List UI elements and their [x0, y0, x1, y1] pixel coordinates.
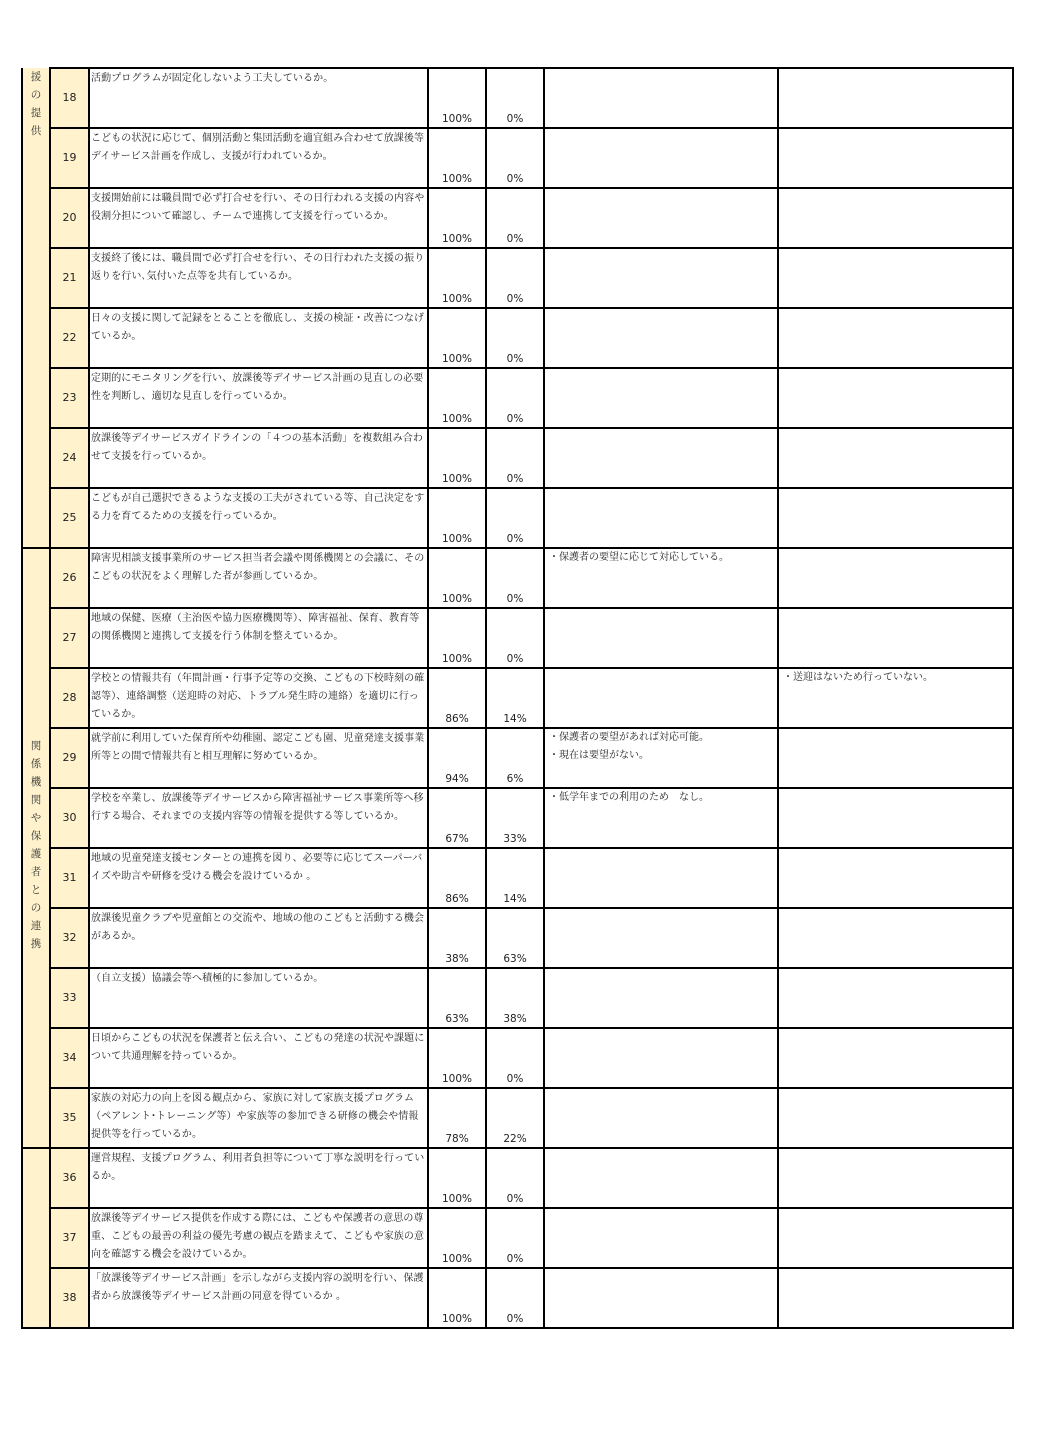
no-percentage: 63% — [486, 908, 544, 968]
yes-percentage: 100% — [428, 428, 486, 488]
no-percentage: 0% — [486, 248, 544, 308]
table-row — [22, 368, 1013, 428]
table-row — [22, 1028, 1013, 1088]
staff-comment-cell — [544, 1208, 778, 1268]
staff-comment-cell — [544, 128, 778, 188]
item-number: 19 — [50, 128, 89, 188]
improvement-comment-cell — [778, 668, 1013, 728]
question-text: 日々の支援に関して記録をとることを徹底し、支援の検証・改善につなげているか。 — [89, 308, 428, 368]
staff-comment-cell — [544, 548, 778, 608]
yes-percentage: 100% — [428, 608, 486, 668]
category-char: と — [30, 884, 42, 896]
improvement-comment-cell — [778, 908, 1013, 968]
category-char: 連 — [30, 920, 42, 932]
question-text: こどもの状況に応じて、個別活動と集団活動を適宜組み合わせて放課後等デイサービス計画を作成し、支援が行われているか。 — [89, 128, 428, 188]
no-percentage: 14% — [486, 848, 544, 908]
staff-comment-cell — [544, 68, 778, 128]
yes-percentage: 100% — [428, 248, 486, 308]
no-percentage: 6% — [486, 728, 544, 788]
category-label — [23, 68, 49, 140]
category-char: 保 — [30, 830, 42, 842]
table-row — [22, 308, 1013, 368]
category-char: 護 — [30, 848, 42, 860]
no-percentage: 0% — [486, 1028, 544, 1088]
question-text: 「放課後等デイサービス計画」を示しながら支援内容の説明を行い、保護者から放課後等デイサービス計画の同意を得ているか 。 — [89, 1268, 428, 1328]
yes-percentage: 100% — [428, 488, 486, 548]
item-number: 35 — [50, 1088, 89, 1148]
yes-percentage: 86% — [428, 668, 486, 728]
no-percentage: 0% — [486, 548, 544, 608]
yes-percentage: 100% — [428, 368, 486, 428]
staff-comment-cell — [544, 788, 778, 848]
question-text: 放課後等デイサービス提供を作成する際には、こどもや保護者の意思の尊重、こどもの最善の利益の優先考慮の観点を踏まえて、こどもや家族の意向を確認する機会を設けているか。 — [89, 1208, 428, 1268]
improvement-comment-cell — [778, 188, 1013, 248]
category-char: 援 — [30, 71, 42, 83]
improvement-comment-cell — [778, 728, 1013, 788]
yes-percentage: 100% — [428, 1208, 486, 1268]
item-number: 36 — [50, 1148, 89, 1208]
improvement-comment-cell — [778, 248, 1013, 308]
improvement-comment-cell — [778, 128, 1013, 188]
no-percentage: 0% — [486, 308, 544, 368]
no-percentage: 0% — [486, 488, 544, 548]
yes-percentage: 38% — [428, 908, 486, 968]
table-row — [22, 248, 1013, 308]
question-text: 学校を卒業し、放課後等デイサービスから障害福祉サービス事業所等へ移行する場合、それまでの支援内容等の情報を提供する等しているか。 — [89, 788, 428, 848]
improvement-comment-cell — [778, 968, 1013, 1028]
table-row — [22, 68, 1013, 128]
question-text: 支援開始前には職員間で必ず打合せを行い、その日行われる支援の内容や役割分担について確認し、チームで連携して支援を行っているか。 — [89, 188, 428, 248]
question-text: 活動プログラムが固定化しないよう工夫しているか。 — [89, 68, 428, 128]
question-text: 放課後等デイサービスガイドラインの「４つの基本活動」を複数組み合わせて支援を行っているか。 — [89, 428, 428, 488]
item-number: 28 — [50, 668, 89, 728]
improvement-comment-cell — [778, 428, 1013, 488]
table-row — [22, 548, 1013, 608]
comment-line: ・現在は要望がない。 — [549, 750, 649, 761]
no-percentage: 0% — [486, 368, 544, 428]
no-percentage: 0% — [486, 428, 544, 488]
item-number: 23 — [50, 368, 89, 428]
yes-percentage: 100% — [428, 548, 486, 608]
comment-line: ・送迎はないため行っていない。 — [783, 672, 933, 683]
yes-percentage: 67% — [428, 788, 486, 848]
item-number: 31 — [50, 848, 89, 908]
category-char: 係 — [30, 758, 42, 770]
category-char: や — [30, 812, 42, 824]
improvement-comment-cell — [778, 368, 1013, 428]
item-number: 27 — [50, 608, 89, 668]
no-percentage: 0% — [486, 608, 544, 668]
staff-comment-cell — [544, 248, 778, 308]
question-text: 放課後児童クラブや児童館との交流や、地域の他のこどもと活動する機会があるか。 — [89, 908, 428, 968]
table-row — [22, 1208, 1013, 1268]
category-char: 携 — [30, 938, 42, 950]
no-percentage: 22% — [486, 1088, 544, 1148]
item-number: 37 — [50, 1208, 89, 1268]
improvement-comment-cell — [778, 1208, 1013, 1268]
yes-percentage: 100% — [428, 188, 486, 248]
staff-comment-cell — [544, 908, 778, 968]
improvement-comment-cell — [778, 1148, 1013, 1208]
yes-percentage: 100% — [428, 68, 486, 128]
self-evaluation-table — [21, 67, 1014, 1329]
item-number: 22 — [50, 308, 89, 368]
category-cell — [22, 1148, 50, 1328]
question-text: 日頃からこどもの状況を保護者と伝え合い、こどもの発達の状況や課題について共通理解を持っているか。 — [89, 1028, 428, 1088]
no-percentage: 0% — [486, 1148, 544, 1208]
no-percentage: 0% — [486, 68, 544, 128]
yes-percentage: 100% — [428, 1028, 486, 1088]
category-char: 関 — [30, 740, 42, 752]
category-label — [23, 1149, 49, 1235]
staff-comment-cell — [544, 728, 778, 788]
item-number: 34 — [50, 1028, 89, 1088]
item-number: 32 — [50, 908, 89, 968]
category-char: 関 — [30, 794, 42, 806]
question-text: 定期的にモニタリングを行い、放課後等デイサービス計画の見直しの必要性を判断し、適切な見直しを行っているか。 — [89, 368, 428, 428]
item-number: 25 — [50, 488, 89, 548]
improvement-comment-cell — [778, 848, 1013, 908]
table-row — [22, 1148, 1013, 1208]
table-row — [22, 788, 1013, 848]
improvement-comment-cell — [778, 548, 1013, 608]
improvement-comment-cell — [778, 1268, 1013, 1328]
table-row — [22, 668, 1013, 728]
no-percentage: 14% — [486, 668, 544, 728]
improvement-comment-cell — [778, 788, 1013, 848]
improvement-comment-cell — [778, 608, 1013, 668]
yes-percentage: 100% — [428, 308, 486, 368]
yes-percentage: 63% — [428, 968, 486, 1028]
item-number: 38 — [50, 1268, 89, 1328]
category-char: の — [30, 89, 42, 101]
yes-percentage: 86% — [428, 848, 486, 908]
staff-comment-cell — [544, 1148, 778, 1208]
no-percentage: 0% — [486, 128, 544, 188]
category-char: 供 — [30, 125, 42, 137]
table-row — [22, 608, 1013, 668]
question-text: （自立支援）協議会等へ積極的に参加しているか。 — [89, 968, 428, 1028]
staff-comment-cell — [544, 308, 778, 368]
question-text: 運営規程、支援プログラム、利用者負担等について丁寧な説明を行っているか。 — [89, 1148, 428, 1208]
table-row — [22, 1268, 1013, 1328]
question-text: こどもが自己選択できるような支援の工夫がされている等、自己決定をする力を育てるための支援を行っているか。 — [89, 488, 428, 548]
no-percentage: 0% — [486, 1268, 544, 1328]
question-text: 支援終了後には、職員間で必ず打合せを行い、その日行われた支援の振り返りを行い､気付いた点等を共有しているか。 — [89, 248, 428, 308]
table-row — [22, 428, 1013, 488]
staff-comment-cell — [544, 1028, 778, 1088]
item-number: 21 — [50, 248, 89, 308]
table-row — [22, 728, 1013, 788]
item-number: 24 — [50, 428, 89, 488]
improvement-comment-cell — [778, 68, 1013, 128]
item-number: 29 — [50, 728, 89, 788]
table-row — [22, 488, 1013, 548]
no-percentage: 0% — [486, 188, 544, 248]
question-text: 地域の児童発達支援センターとの連携を図り、必要等に応じてスーパーバイズや助言や研修を受ける機会を設けているか 。 — [89, 848, 428, 908]
table-row — [22, 968, 1013, 1028]
staff-comment-cell — [544, 1088, 778, 1148]
staff-comment-cell — [544, 188, 778, 248]
question-text: 地域の保健、医療（主治医や協力医療機関等）、障害福祉、保育、教育等の関係機関と連携して支援を行う体制を整えているか。 — [89, 608, 428, 668]
category-char: の — [30, 902, 42, 914]
no-percentage: 38% — [486, 968, 544, 1028]
item-number: 20 — [50, 188, 89, 248]
improvement-comment-cell — [778, 1088, 1013, 1148]
staff-comment-cell — [544, 1268, 778, 1328]
question-text: 障害児相談支援事業所のサービス担当者会議や関係機関との会議に、そのこどもの状況をよく理解した者が参画しているか。 — [89, 548, 428, 608]
question-text: 就学前に利用していた保育所や幼稚園、認定こども園、児童発達支援事業所等との間で情報共有と相互理解に努めているか。 — [89, 728, 428, 788]
category-cell — [22, 68, 50, 548]
comment-line: ・保護者の要望に応じて対応している。 — [549, 552, 729, 563]
question-text: 家族の対応力の向上を図る観点から、家族に対して家族支援プログラム（ペアレント･トレーニング等）や家族等の参加できる研修の機会や情報提供等を行っているか。 — [89, 1088, 428, 1148]
table-row — [22, 908, 1013, 968]
staff-comment-cell — [544, 368, 778, 428]
staff-comment-cell — [544, 428, 778, 488]
staff-comment-cell — [544, 848, 778, 908]
no-percentage: 33% — [486, 788, 544, 848]
item-number: 18 — [50, 68, 89, 128]
improvement-comment-cell — [778, 488, 1013, 548]
category-cell — [22, 548, 50, 1148]
category-char: 提 — [30, 107, 42, 119]
table-row — [22, 188, 1013, 248]
category-char: 機 — [30, 776, 42, 788]
staff-comment-cell — [544, 608, 778, 668]
improvement-comment-cell — [778, 308, 1013, 368]
staff-comment-cell — [544, 968, 778, 1028]
comment-line: ・保護者の要望があれば対応可能。 — [549, 732, 709, 743]
staff-comment-cell — [544, 488, 778, 548]
comment-line: ・低学年までの利用のため なし。 — [549, 792, 709, 803]
yes-percentage: 100% — [428, 1268, 486, 1328]
table-row — [22, 1088, 1013, 1148]
no-percentage: 0% — [486, 1208, 544, 1268]
yes-percentage: 100% — [428, 1148, 486, 1208]
item-number: 26 — [50, 548, 89, 608]
question-text: 学校との情報共有（年間計画・行事予定等の交換、こどもの下校時刻の確認等）、連絡調整（送迎時の対応、トラブル発生時の連絡）を適切に行っているか。 — [89, 668, 428, 728]
yes-percentage: 100% — [428, 128, 486, 188]
category-label — [23, 549, 49, 953]
yes-percentage: 78% — [428, 1088, 486, 1148]
table-row — [22, 848, 1013, 908]
item-number: 33 — [50, 968, 89, 1028]
table-row — [22, 128, 1013, 188]
category-char: 者 — [30, 866, 42, 878]
evaluation-sheet — [21, 67, 1014, 1329]
improvement-comment-cell — [778, 1028, 1013, 1088]
yes-percentage: 94% — [428, 728, 486, 788]
staff-comment-cell — [544, 668, 778, 728]
item-number: 30 — [50, 788, 89, 848]
